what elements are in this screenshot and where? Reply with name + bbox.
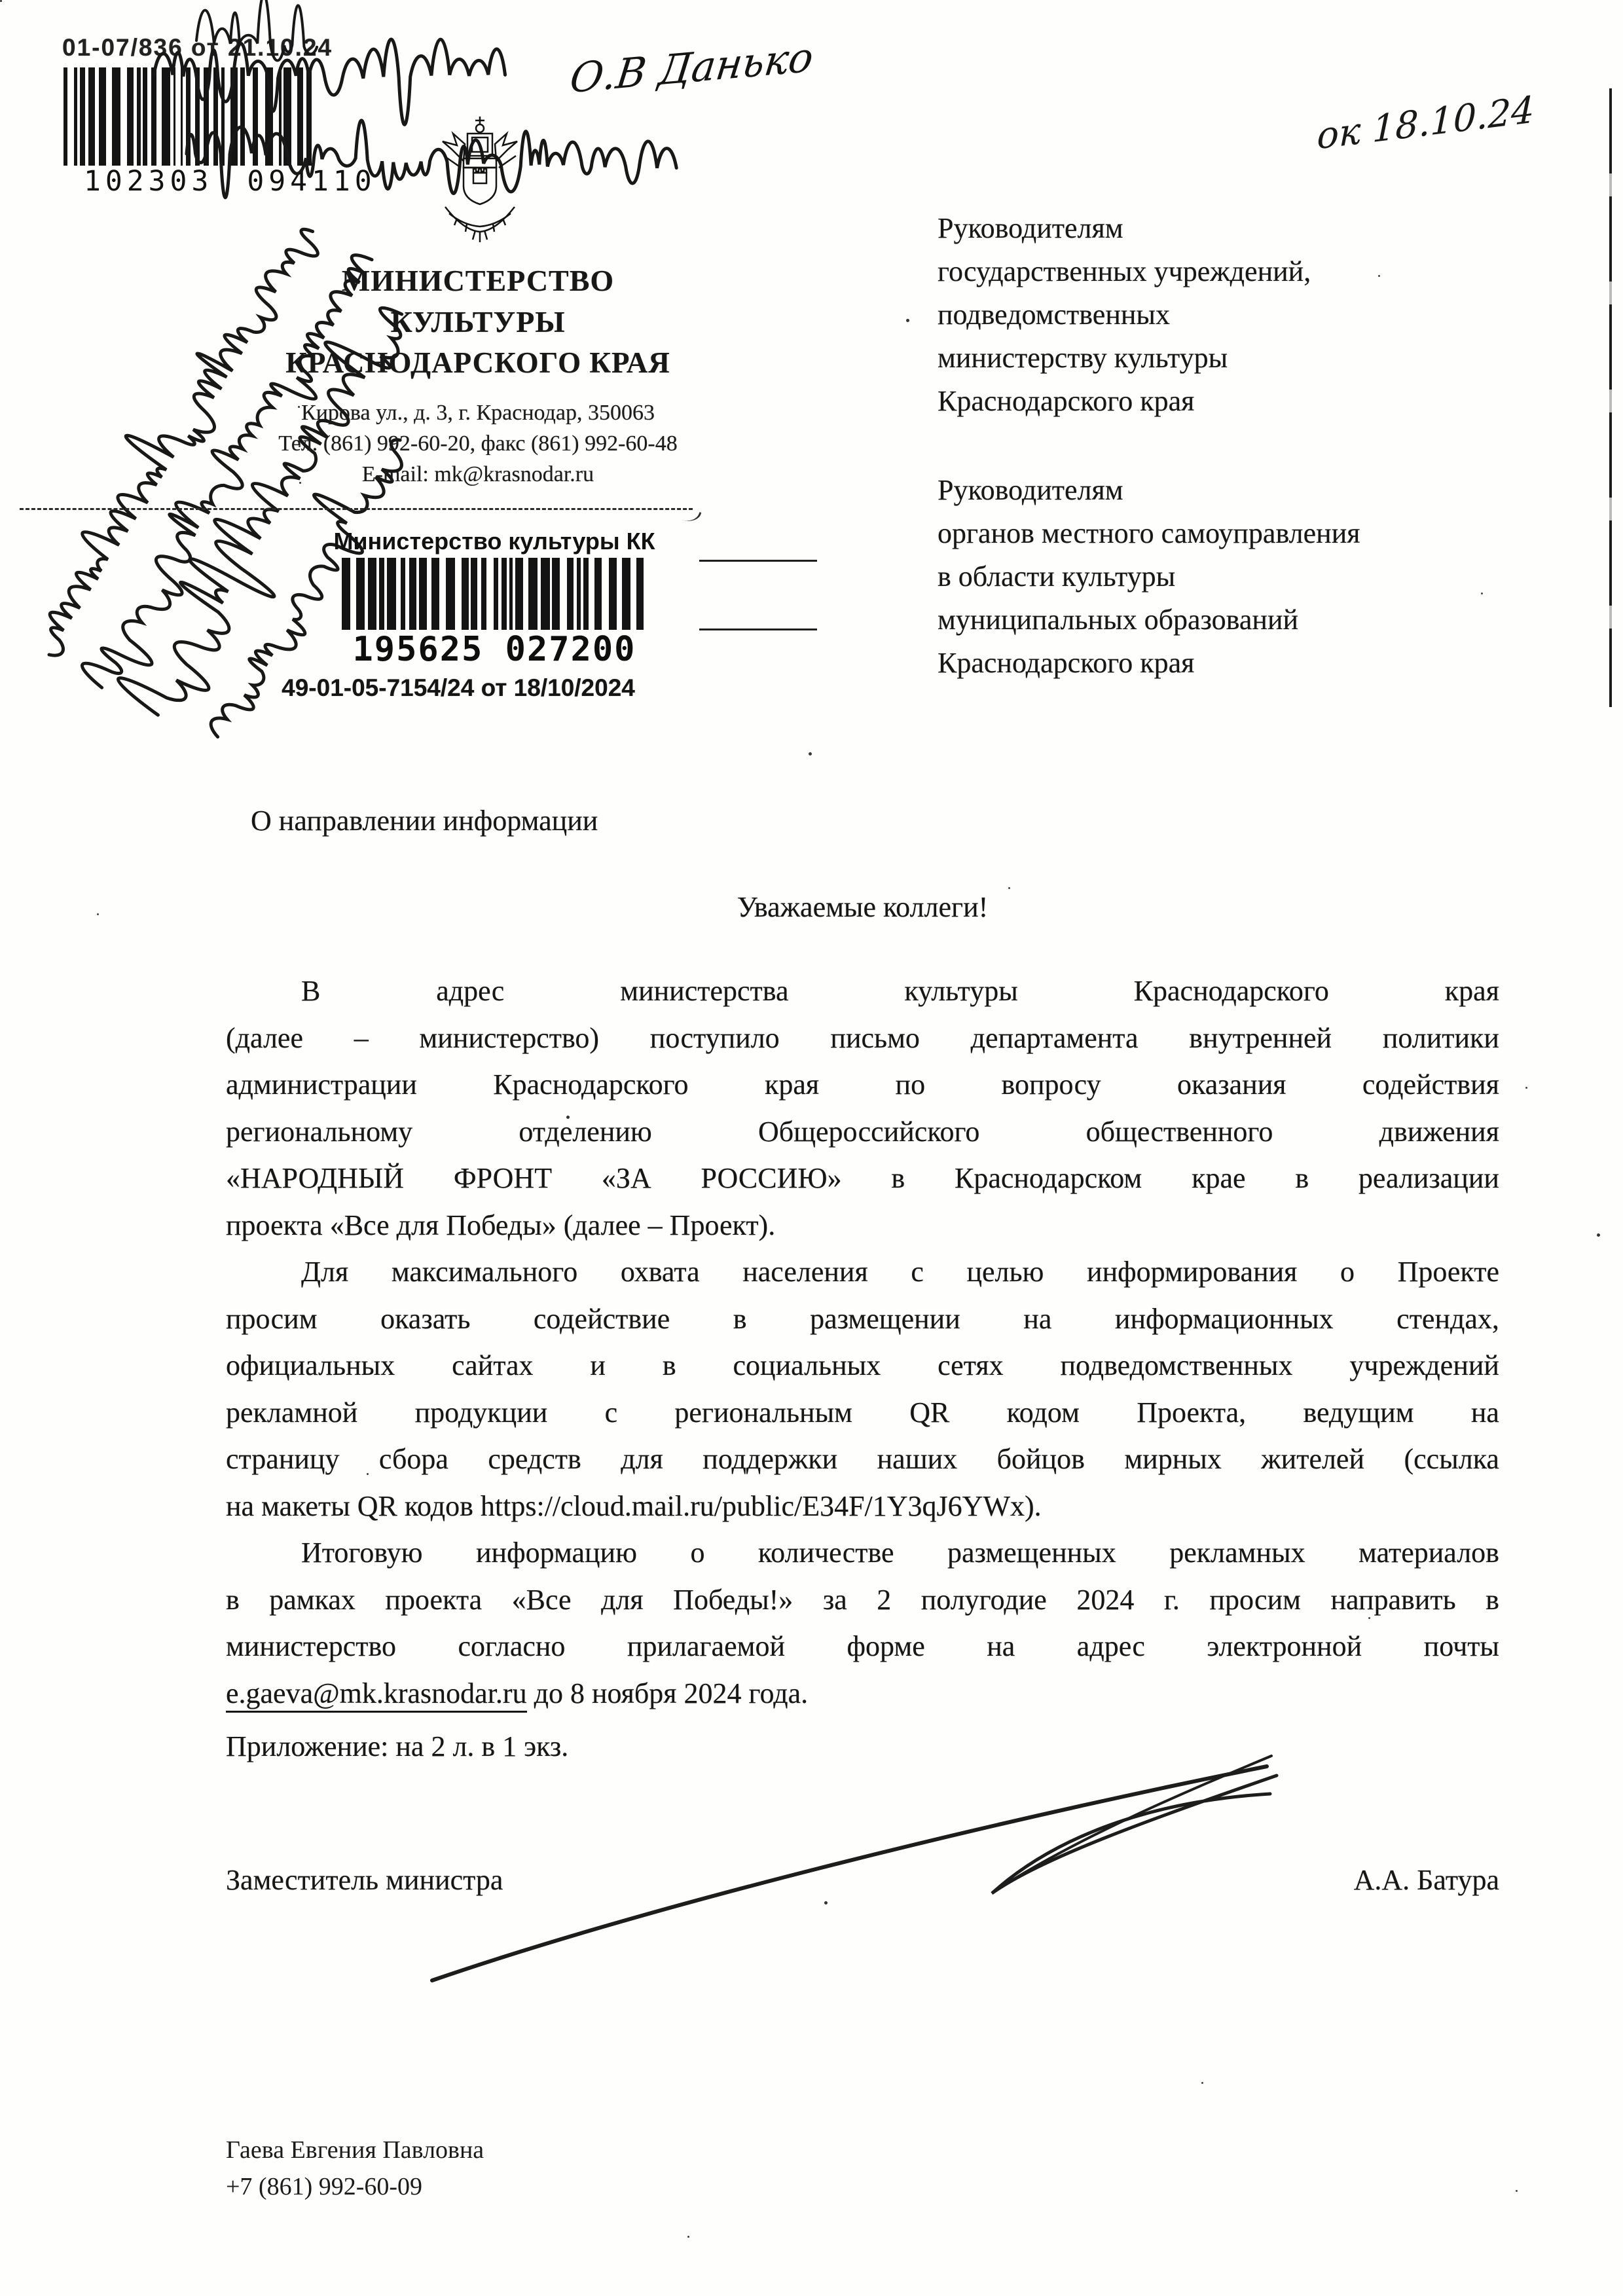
- barcode-digits-left: 102303: [84, 165, 213, 198]
- body-line: министерство согласно прилагаемой форме на адрес электронной почты: [226, 1630, 1499, 1662]
- letterhead-phone: Тел. (861) 992-60-20, факс (861) 992-60-48: [278, 431, 678, 456]
- underlined-email: e.gaeva@mk.krasnodar.ru: [226, 1677, 527, 1713]
- letterhead-org-line1: МИНИСТЕРСТВО: [341, 264, 615, 297]
- recipients-block: [938, 207, 1527, 685]
- executor-phone: +7 (861) 992-60-09: [226, 2173, 423, 2200]
- body-line: страницу сбора средств для поддержки наших бойцов мирных жителей (ссылка: [226, 1443, 1499, 1475]
- letterhead-org-line3: КРАСНОДАРСКОГО КРАЯ: [285, 346, 670, 379]
- body-line: В адрес министерства культуры Краснодарского края: [301, 975, 1499, 1007]
- scan-speckles: [0, 0, 2, 2]
- letter-body: [226, 968, 1499, 1717]
- barcode-registration-digits: 195625 027200: [340, 630, 648, 669]
- barcode-top-digits: [84, 165, 376, 198]
- executor-name: Гаева Евгения Павловна: [226, 2136, 484, 2164]
- recipients-group-2: [938, 469, 1527, 685]
- signer-position: Заместитель министра: [226, 1864, 503, 1896]
- executor-block: [226, 2132, 484, 2205]
- scan-edge-artifact: [1609, 88, 1612, 707]
- incoming-stamp-number: 01-07/836 от 21.10.24: [62, 34, 333, 61]
- salutation: Уважаемые коллеги!: [737, 891, 989, 923]
- recipient-line: министерству культуры: [938, 342, 1228, 374]
- recipient-line: подведомственных: [938, 299, 1170, 331]
- body-line: на макеты QR кодов https://cloud.mail.ru/public/E34F/1Y3qJ6YWx).: [226, 1489, 1042, 1522]
- handwritten-date-note: ок 18.10.24: [1317, 88, 1535, 158]
- body-line: «НАРОДНЫЙ ФРОНТ «ЗА РОССИЮ» в Краснодарском крае в реализации: [226, 1162, 1499, 1194]
- fill-in-line-1: [699, 560, 817, 562]
- recipients-group-1: [938, 207, 1527, 423]
- signer-name: А.А. Батура: [1353, 1864, 1499, 1896]
- body-line: региональному отделению Общероссийского общественного движения: [226, 1115, 1499, 1148]
- recipient-line: Руководителям: [938, 474, 1123, 506]
- coat-of-arms-emblem: [437, 115, 522, 244]
- letterhead-email: E-mail: mk@krasnodar.ru: [361, 462, 594, 486]
- recipient-line: органов местного самоуправления: [938, 517, 1360, 549]
- letterhead-address: Кирова ул., д. 3, г. Краснодар, 350063: [301, 401, 655, 425]
- recipient-line: муниципальных образований: [938, 604, 1299, 636]
- letterhead-divider-line: [20, 508, 693, 510]
- body-line: Для максимального охвата населения с целью информирования о Проекте: [301, 1256, 1499, 1288]
- registration-number-line: 49-01-05-7154/24 от 18/10/2024: [282, 674, 635, 701]
- recipient-line: Краснодарского края: [938, 385, 1195, 417]
- recipient-line: Краснодарского края: [938, 647, 1195, 679]
- body-line: в рамках проекта «Все для Победы!» за 2 полугодие 2024 г. просим направить в: [226, 1583, 1499, 1616]
- body-line: e.gaeva@mk.krasnodar.ru до 8 ноября 2024 года.: [226, 1670, 1499, 1717]
- barcode-top: [62, 67, 314, 166]
- letterhead-org-line2: КУЛЬТУРЫ: [390, 305, 566, 338]
- recipient-line: государственных учреждений,: [938, 255, 1311, 287]
- recipient-line: в области культуры: [938, 560, 1176, 592]
- attachment-line: Приложение: на 2 л. в 1 экз.: [226, 1730, 569, 1762]
- subject-line: О направлении информации: [251, 805, 598, 837]
- body-line: официальных сайтах и в социальных сетях подведомственных учреждений: [226, 1349, 1499, 1381]
- registration-label: Министерство культуры КК: [333, 528, 655, 555]
- body-line: рекламной продукции с региональным QR кодом Проекта, ведущим на: [226, 1396, 1499, 1429]
- divider-hook: [680, 507, 702, 525]
- body-line: администрации Краснодарского края по вопросу оказания содействия: [226, 1068, 1499, 1101]
- body-line: Итоговую информацию о количестве размещенных рекламных материалов: [301, 1537, 1499, 1569]
- body-line: проекта «Все для Победы» (далее – Проект).: [226, 1209, 776, 1241]
- body-line: (далее – министерство) поступило письмо департамента внутренней политики: [226, 1021, 1499, 1054]
- handwritten-signer-name: О.В Данько: [567, 32, 816, 103]
- fill-in-line-2: [699, 629, 817, 630]
- body-line: просим оказать содействие в размещении на информационных стендах,: [226, 1302, 1499, 1335]
- barcode-digits-right: 094110: [247, 165, 376, 198]
- recipient-line: Руководителям: [938, 212, 1123, 244]
- handwritten-signature: [393, 1728, 1309, 2010]
